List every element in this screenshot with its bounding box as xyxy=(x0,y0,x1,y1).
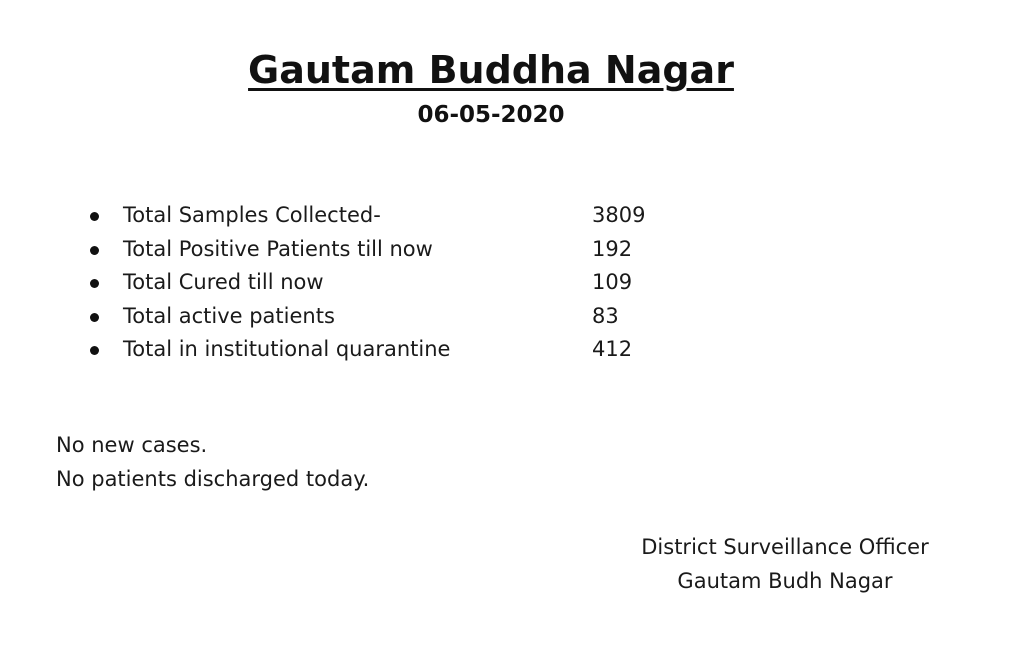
signature-designation: District Surveillance Officer xyxy=(641,535,929,559)
bullet-icon xyxy=(90,212,99,221)
signature-block xyxy=(620,530,950,598)
stats-list xyxy=(86,199,706,367)
stat-label: Total Samples Collected- xyxy=(123,203,381,227)
stat-row-cured xyxy=(86,266,706,300)
stat-row-active-patients xyxy=(86,300,706,334)
bullet-icon xyxy=(90,346,99,355)
stat-row-positive-patients xyxy=(86,233,706,267)
stat-label: Total active patients xyxy=(123,303,335,328)
stat-value: 83 xyxy=(592,303,619,328)
stat-label: Total in institutional quarantine xyxy=(123,337,451,361)
note-no-discharges: No patients discharged today. xyxy=(56,467,370,491)
stat-value: 192 xyxy=(592,236,633,261)
report-date: 06-05-2020 xyxy=(417,102,565,128)
note-no-new-cases: No new cases. xyxy=(56,433,208,457)
bullet-icon xyxy=(90,279,99,288)
stat-value: 412 xyxy=(592,337,633,361)
stat-row-institutional-quarantine xyxy=(86,333,706,367)
stat-label: Total Cured till now xyxy=(123,270,324,294)
stat-row-samples-collected xyxy=(86,199,706,233)
stat-value: 109 xyxy=(592,270,633,294)
bullet-icon xyxy=(90,313,99,322)
bullet-icon xyxy=(90,246,99,255)
signature-location: Gautam Budh Nagar xyxy=(677,569,893,593)
stat-value: 3809 xyxy=(592,203,646,227)
notes-section xyxy=(56,428,369,496)
page-title: Gautam Buddha Nagar xyxy=(248,48,734,92)
stat-label: Total Positive Patients till now xyxy=(123,236,433,261)
